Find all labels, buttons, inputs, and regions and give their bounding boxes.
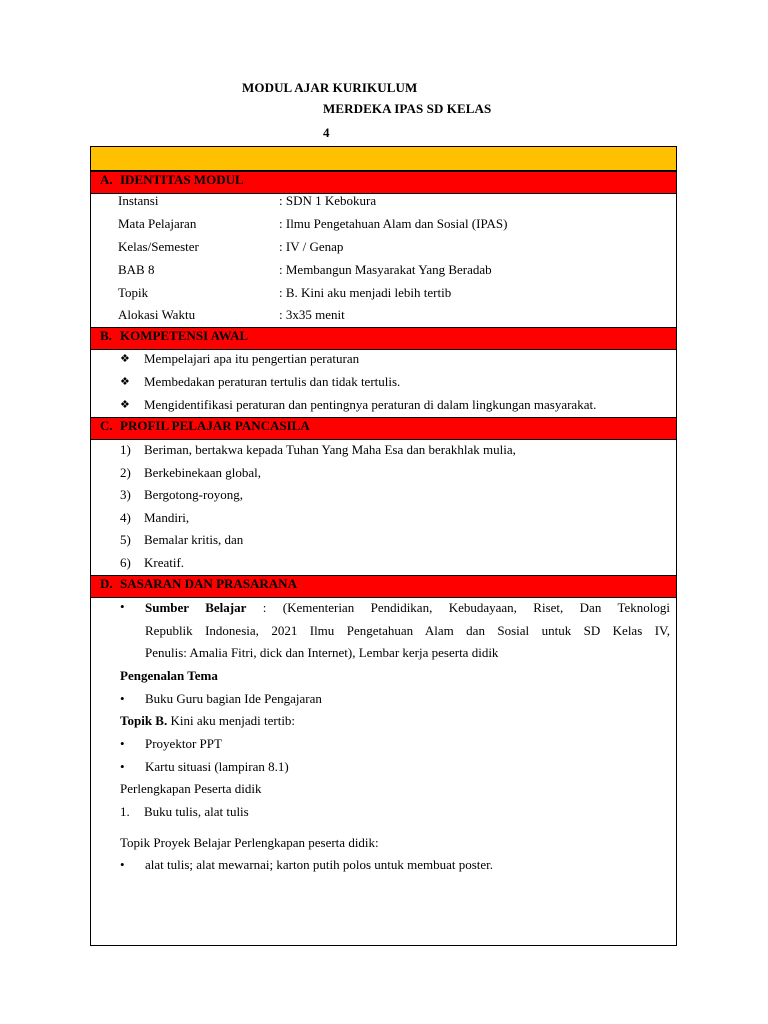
section-d-heading: SASARAN DAN PRASARANA xyxy=(120,576,297,591)
sumber-belajar-line1 xyxy=(145,597,670,620)
topik-b-text: Kini aku menjadi tertib: xyxy=(170,713,296,728)
section-c-header xyxy=(91,417,676,440)
buku-guru-item: Buku Guru bagian Ide Pengajaran xyxy=(145,691,322,706)
section-d-letter: D. xyxy=(100,576,113,591)
section-b-heading: KOMPETENSI AWAL xyxy=(120,328,249,343)
identity-value-alokasi: : 3x35 menit xyxy=(279,307,345,322)
bullet-icon: • xyxy=(120,759,125,774)
sumber-belajar-label: Sumber Belajar xyxy=(145,600,247,615)
buku-tulis-item: Buku tulis, alat tulis xyxy=(144,804,249,819)
identity-label-kelas: Kelas/Semester xyxy=(118,239,199,254)
bullet-icon: • xyxy=(120,691,125,706)
profil-item: Bergotong-royong, xyxy=(144,487,244,502)
proyek-heading: Topik Proyek Belajar Perlengkapan peserta didik: xyxy=(120,835,379,850)
profil-number: 1) xyxy=(120,442,131,457)
identity-value-bab: : Membangun Masyarakat Yang Beradab xyxy=(279,262,492,277)
identity-value-mapel: : Ilmu Pengetahuan Alam dan Sosial (IPAS) xyxy=(279,216,508,231)
bullet-icon: • xyxy=(120,599,125,614)
profil-item: Kreatif. xyxy=(144,555,185,570)
identity-value-topik: : B. Kini aku menjadi lebih tertib xyxy=(279,285,452,300)
identity-value-kelas: : IV / Genap xyxy=(279,239,344,254)
proyektor-item: Proyektor PPT xyxy=(145,736,222,751)
section-a-header xyxy=(91,171,676,194)
section-c-heading: PROFIL PELAJAR PANCASILA xyxy=(120,418,310,433)
profil-item: Beriman, bertakwa kepada Tuhan Yang Maha Esa dan berakhlak mulia, xyxy=(144,442,516,457)
profil-item: Berkebinekaan global, xyxy=(144,465,261,480)
section-d-header xyxy=(91,575,676,598)
module-title-line2: MERDEKA IPAS SD KELAS xyxy=(323,101,492,116)
module-title-line3: 4 xyxy=(323,125,330,140)
perlengkapan-heading: Perlengkapan Peserta didik xyxy=(120,781,262,796)
section-a-heading: IDENTITAS MODUL xyxy=(120,172,244,187)
section-a-letter: A. xyxy=(100,172,113,187)
sumber-belajar-line3: Penulis: Amalia Fitri, dick dan Internet), Lembar kerja peserta didik xyxy=(145,645,499,660)
kartu-situasi-item: Kartu situasi (lampiran 8.1) xyxy=(145,759,289,774)
section-b-letter: B. xyxy=(100,328,112,343)
identity-label-mapel: Mata Pelajaran xyxy=(118,216,197,231)
profil-number: 5) xyxy=(120,532,131,547)
buku-number: 1. xyxy=(120,804,130,819)
module-title-line1: MODUL AJAR KURIKULUM xyxy=(242,80,418,95)
kompetensi-item: Mengidentifikasi peraturan dan pentingnya peraturan di dalam lingkungan masyarakat. xyxy=(144,397,597,412)
section-c-letter: C. xyxy=(100,418,113,433)
profil-item: Bemalar kritis, dan xyxy=(144,532,244,547)
alat-item: alat tulis; alat mewarnai; karton putih polos untuk membuat poster. xyxy=(145,857,494,872)
section-b-header xyxy=(91,327,676,350)
diamond-bullet-icon: ❖ xyxy=(120,399,130,411)
diamond-bullet-icon: ❖ xyxy=(120,376,130,388)
pengenalan-tema-heading: Pengenalan Tema xyxy=(120,668,218,683)
yellow-header-bar xyxy=(91,147,676,171)
identity-label-bab: BAB 8 xyxy=(118,262,155,277)
sumber-belajar-line2: Republik Indonesia, 2021 Ilmu Pengetahuan Alam dan Sosial untuk SD Kelas IV, xyxy=(145,623,670,638)
profil-item: Mandiri, xyxy=(144,510,190,525)
identity-label-alokasi: Alokasi Waktu xyxy=(118,307,196,322)
bullet-icon: • xyxy=(120,736,125,751)
profil-number: 3) xyxy=(120,487,131,502)
kompetensi-item: Membedakan peraturan tertulis dan tidak tertulis. xyxy=(144,374,401,389)
bullet-icon: • xyxy=(120,857,125,872)
identity-label-instansi: Instansi xyxy=(118,193,159,208)
identity-value-instansi: : SDN 1 Kebokura xyxy=(279,193,377,208)
kompetensi-item: Mempelajari apa itu pengertian peraturan xyxy=(144,351,360,366)
identity-label-topik: Topik xyxy=(118,285,149,300)
profil-number: 2) xyxy=(120,465,131,480)
sumber-belajar-text: : (Kementerian Pendidikan, Kebudayaan, Riset, Dan Teknologi xyxy=(262,600,670,615)
profil-number: 6) xyxy=(120,555,131,570)
module-table xyxy=(90,146,677,946)
topik-b-line xyxy=(120,713,295,729)
topik-b-label: Topik B. xyxy=(120,713,168,728)
diamond-bullet-icon: ❖ xyxy=(120,353,130,365)
profil-number: 4) xyxy=(120,510,131,525)
